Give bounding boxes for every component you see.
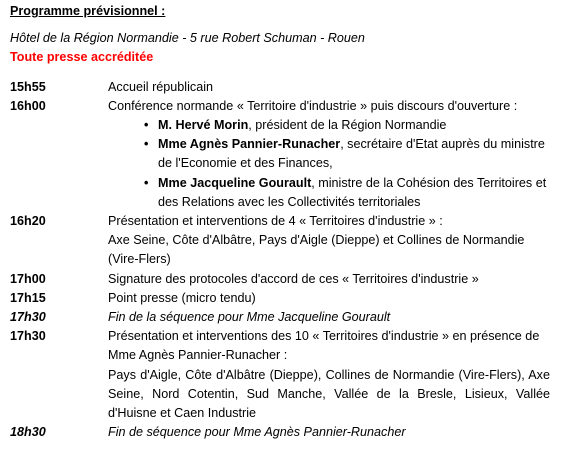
speaker-role: , ministre de la Cohésion des Territoires et des Relations avec les Collectivités territoriales	[158, 175, 547, 209]
schedule-row	[10, 308, 566, 327]
schedule-description: Présentation et interventions des 10 « Territoires d'industrie » en présence de Mme Agnès Pannier-Runacher :	[108, 329, 540, 363]
schedule-description: Fin de la séquence pour Mme Jacqueline Gourault	[108, 310, 391, 325]
speaker-name: M. Hervé Morin	[158, 118, 249, 133]
speaker-role: , secrétaire d'Etat auprès du ministre de l'Economie et des Finances,	[158, 137, 545, 171]
speaker-item	[144, 116, 550, 135]
bullet-icon: •	[144, 118, 149, 133]
schedule-row	[10, 289, 566, 308]
bullet-icon: •	[144, 175, 149, 190]
schedule-detail: Axe Seine, Côte d'Albâtre, Pays d'Aigle (Dieppe) et Collines de Normandie (Vire-Flers)	[108, 233, 525, 267]
schedule-row	[10, 327, 566, 423]
schedule-time: 15h55	[10, 79, 46, 94]
schedule-description: Fin de séquence pour Mme Agnès Pannier-Runacher	[108, 425, 406, 440]
schedule-row	[10, 78, 566, 97]
bullet-icon: •	[144, 137, 149, 152]
programme-title: Programme prévisionnel :	[10, 4, 166, 18]
speaker-name: Mme Jacqueline Gourault	[158, 175, 312, 190]
speaker-item	[144, 174, 550, 212]
schedule-description: Présentation et interventions de 4 « Territoires d'industrie » :	[108, 214, 443, 229]
press-accreditation-notice: Toute presse accréditée	[10, 50, 154, 65]
schedule-description-block	[108, 97, 550, 212]
schedule-time: 17h15	[10, 290, 46, 305]
schedule-time: 17h30	[10, 329, 46, 344]
schedule-time: 16h00	[10, 98, 46, 113]
schedule-time: 17h30	[10, 310, 46, 325]
speaker-item	[144, 135, 550, 173]
schedule-time: 18h30	[10, 425, 46, 440]
schedule-description: Accueil républicain	[108, 79, 214, 94]
schedule-row	[10, 270, 566, 289]
schedule-detail: Pays d'Aigle, Côte d'Albâtre (Dieppe), Collines de Normandie (Vire-Flers), Axe Seine, Nord Cotentin, Sud Manche, Vallée de la Bresle, Lisieux, Vallée d'Huisne et Caen Industrie	[108, 367, 550, 421]
schedule-time: 17h00	[10, 271, 46, 286]
schedule-list	[10, 78, 566, 443]
schedule-row	[10, 423, 566, 442]
schedule-row	[10, 212, 566, 270]
schedule-description: Conférence normande « Territoire d'industrie » puis discours d'ouverture :	[108, 98, 518, 113]
speaker-list	[108, 116, 550, 212]
speaker-role: , président de la Région Normandie	[248, 118, 447, 133]
venue-address: Hôtel de la Région Normandie - 5 rue Robert Schuman - Rouen	[10, 31, 365, 46]
schedule-description-block	[108, 327, 550, 423]
speaker-name: Mme Agnès Pannier-Runacher	[158, 137, 341, 152]
schedule-description-block	[108, 212, 550, 270]
schedule-description: Point presse (micro tendu)	[108, 290, 256, 305]
schedule-row	[10, 97, 566, 212]
schedule-time: 16h20	[10, 214, 46, 229]
schedule-description: Signature des protocoles d'accord de ces « Territoires d'industrie »	[108, 271, 479, 286]
